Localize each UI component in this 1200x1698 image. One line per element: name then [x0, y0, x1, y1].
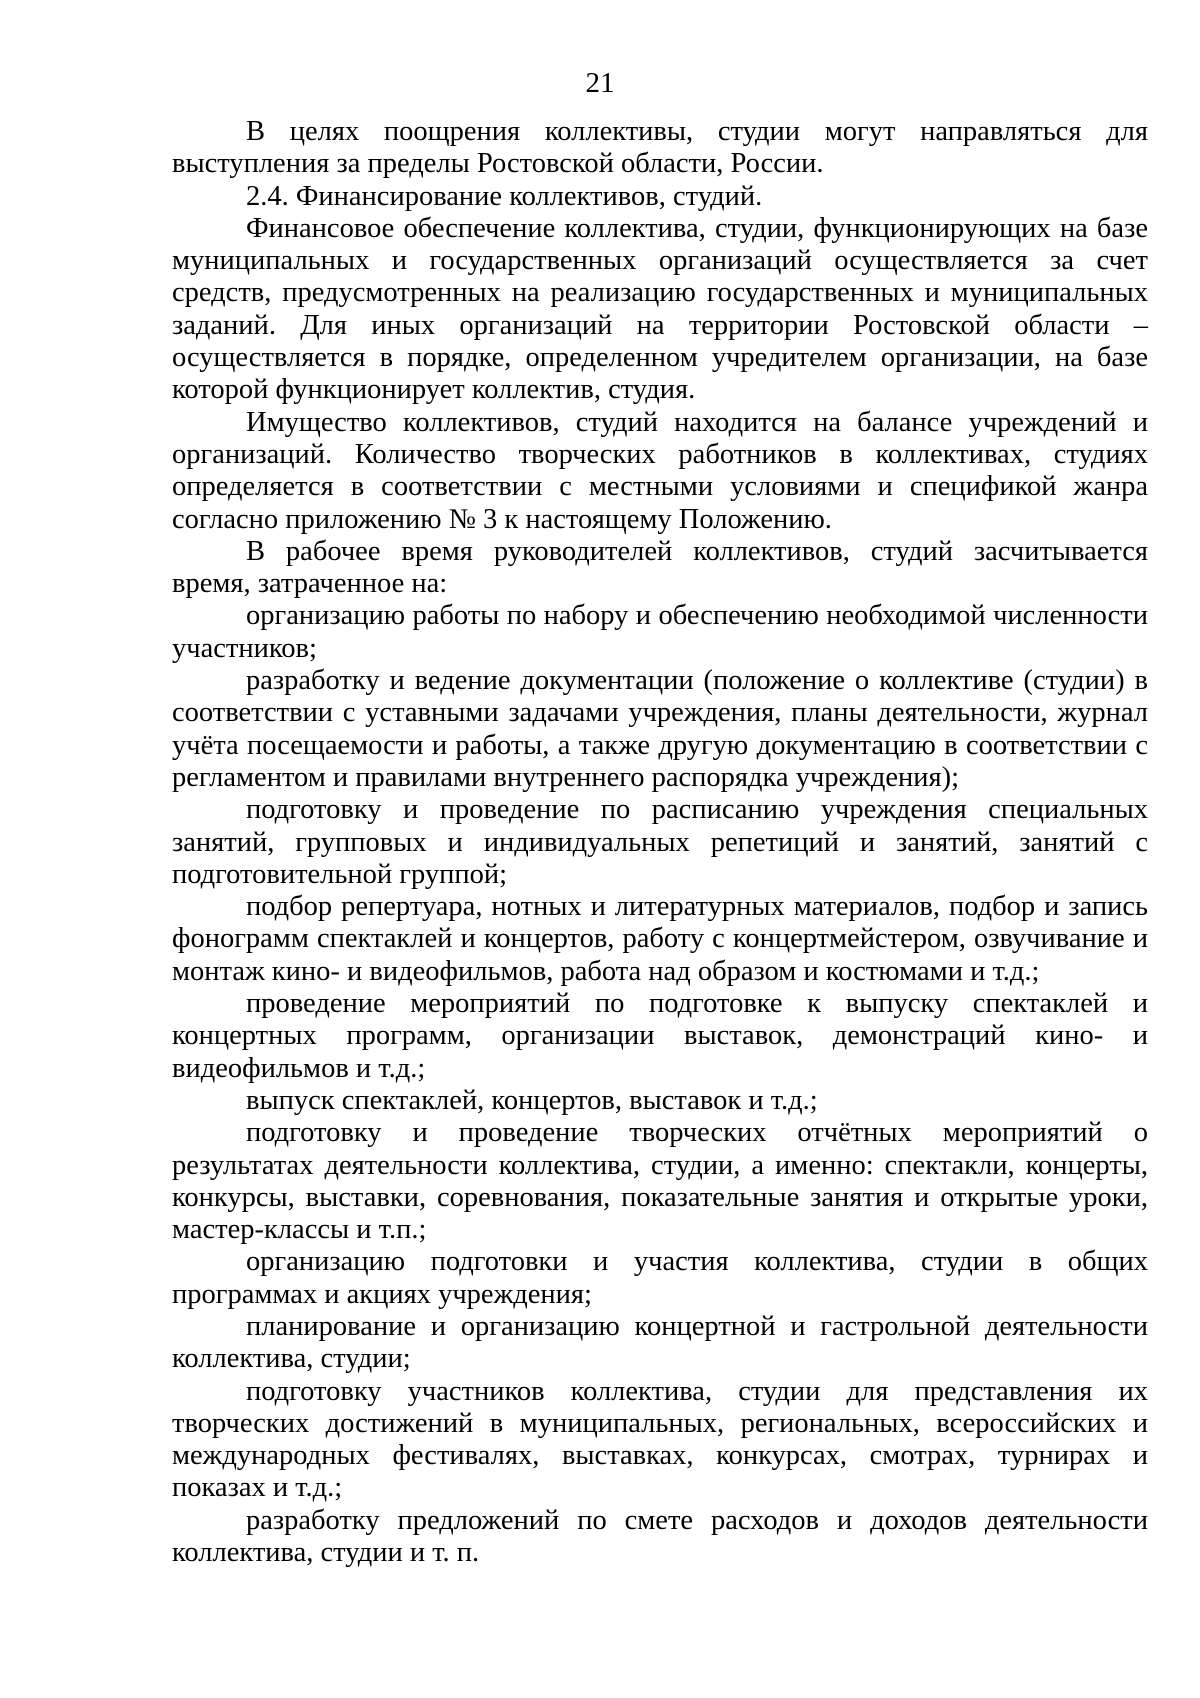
list-item-rehearsals: подготовку и проведение по расписанию учреждения специальных занятий, групповых и индивидуальных репетиций и занятий, занятий с подготовительной группой; — [172, 794, 1148, 890]
list-item-budget-proposals: разработку предложений по смете расходов и доходов деятельности коллектива, студии и т. п. — [172, 1504, 1148, 1569]
paragraph-encouragement-trips: В целях поощрения коллективы, студии могут направляться для выступления за пределы Ростовской области, России. — [172, 116, 1148, 180]
list-item-general-programs: организацию подготовки и участия коллектива, студии в общих программах и акциях учреждения; — [172, 1246, 1148, 1310]
section-heading-financing: 2.4. Финансирование коллективов, студий. — [246, 180, 763, 212]
list-item-festivals: подготовку участников коллектива, студии для представления их творческих достижений в муниципальных, региональных, всероссийских и международных фестивалях, выставках, конкурсах, смотрах, турнирах и показах и т.д.; — [172, 1375, 1148, 1504]
page-number: 21 — [585, 67, 615, 99]
document-body — [172, 116, 1148, 1569]
paragraph-property-and-staff: Имущество коллективов, студий находится на балансе учреждений и организаций. Количество творческих работников в коллективах, студиях определяется в соответствии с местными условиями и спецификой жанра согласно приложению № 3 к настоящему Положению. — [172, 406, 1148, 535]
list-item-repertoire: подбор репертуара, нотных и литературных материалов, подбор и запись фонограмм спектаклей и концертов, работу с концертмейстером, озвучивание и монтаж кино- и видеофильмов, работа над образом и костюмами и т.д.; — [172, 891, 1148, 987]
list-item-release: выпуск спектаклей, концертов, выставок и т.д.; — [246, 1084, 818, 1116]
list-item-reporting-events: подготовку и проведение творческих отчётных мероприятий о результатах деятельности коллектива, студии, а именно: спектакли, концерты, конкурсы, выставки, соревнования, показательные занятия и открытые уроки, мастер-классы и т.п.; — [172, 1117, 1148, 1246]
list-item-touring: планирование и организацию концертной и гастрольной деятельности коллектива, студии; — [172, 1310, 1148, 1375]
paragraph-financial-support: Финансовое обеспечение коллектива, студии, функционирующих на базе муниципальных и государственных организаций осуществляется за счет средств, предусмотренных на реализацию государственных и муниципальных заданий. Для иных организаций на территории Ростовской области – осуществляется в порядке, определенном учредителем организации, на базе которой функционирует коллектив, студия. — [172, 212, 1148, 406]
list-item-event-preparation: проведение мероприятий по подготовке к выпуску спектаклей и концертных программ, организации выставок, демонстраций кино- и видеофильмов и т.д.; — [172, 988, 1148, 1084]
list-item-documentation: разработку и ведение документации (положение о коллективе (студии) в соответствии с уставными задачами учреждения, планы деятельности, журнал учёта посещаемости и работы, а также другую документацию в соответствии с регламентом и правилами внутреннего распорядка учреждения); — [172, 665, 1148, 793]
paragraph-working-time-intro: В рабочее время руководителей коллективов, студий засчитывается время, затраченное на: — [172, 535, 1148, 600]
list-item-recruitment: организацию работы по набору и обеспечению необходимой численности участников; — [172, 600, 1148, 664]
